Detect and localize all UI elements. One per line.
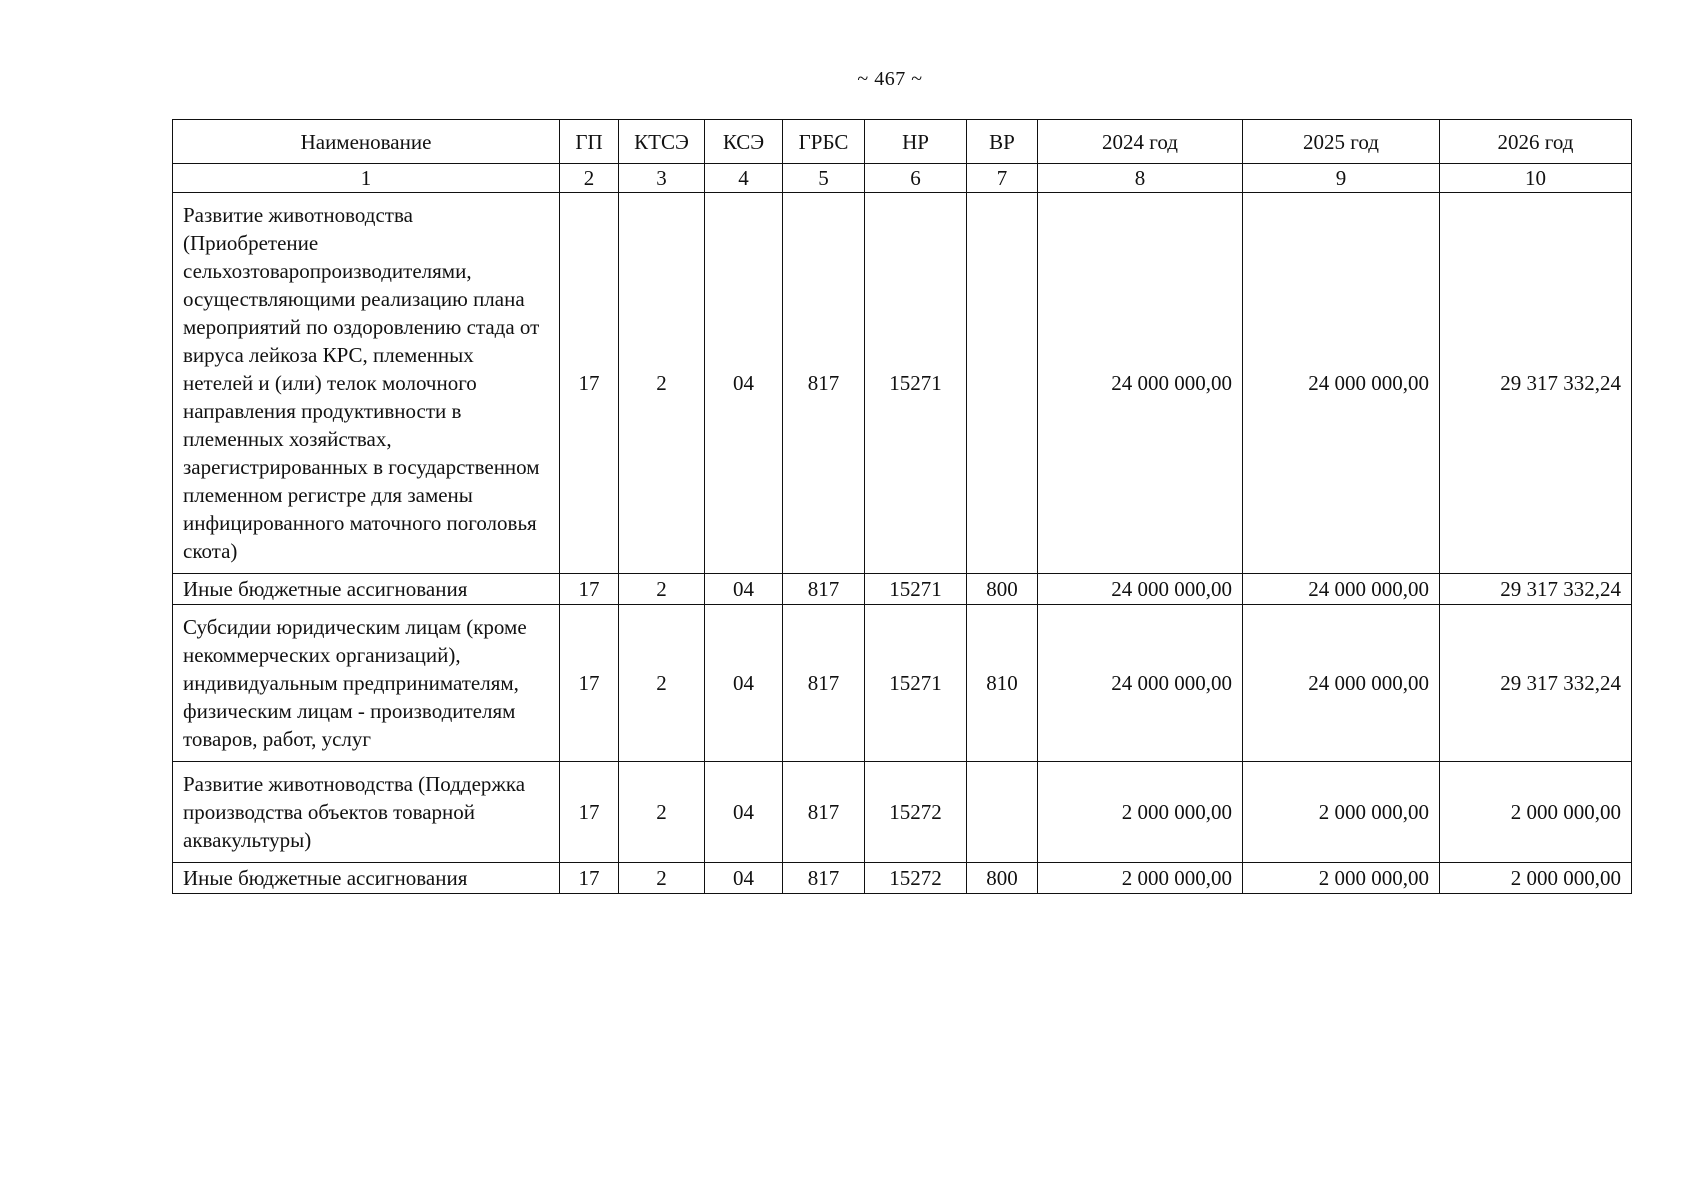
cell-2024: 24 000 000,00 xyxy=(1038,605,1243,762)
column-number: 6 xyxy=(865,164,967,193)
cell-vr: 800 xyxy=(967,863,1038,894)
cell-2025: 24 000 000,00 xyxy=(1243,605,1440,762)
header-kse: КСЭ xyxy=(705,120,783,164)
header-gp: ГП xyxy=(560,120,619,164)
row-name: Субсидии юридическим лицам (кроме некоммерческих организаций), индивидуальным предпринимателям, физическим лицам - производителям товаров, работ, услуг xyxy=(173,605,560,762)
header-ktse: КТСЭ xyxy=(619,120,705,164)
cell-vr: 800 xyxy=(967,574,1038,605)
cell-grbs: 817 xyxy=(783,605,865,762)
column-number: 1 xyxy=(173,164,560,193)
cell-gp: 17 xyxy=(560,193,619,574)
header-2024: 2024 год xyxy=(1038,120,1243,164)
cell-nr: 15272 xyxy=(865,762,967,863)
cell-2025: 24 000 000,00 xyxy=(1243,193,1440,574)
column-number: 4 xyxy=(705,164,783,193)
cell-nr: 15271 xyxy=(865,193,967,574)
cell-nr: 15271 xyxy=(865,605,967,762)
cell-ktse: 2 xyxy=(619,574,705,605)
cell-ktse: 2 xyxy=(619,863,705,894)
cell-2024: 24 000 000,00 xyxy=(1038,193,1243,574)
row-name: Развитие животноводства (Приобретение сельхозтоваропроизводителями, осуществляющими реализацию плана мероприятий по оздоровлению стада от вируса лейкоза КРС, племенных нетелей и (или) телок молочного направления продуктивности в племенных хозяйствах, зарегистрированных в государственном племенном регистре для замены инфицированного маточного поголовья скота) xyxy=(173,193,560,574)
cell-kse: 04 xyxy=(705,574,783,605)
cell-2025: 2 000 000,00 xyxy=(1243,762,1440,863)
table-row xyxy=(173,193,1632,574)
table-row xyxy=(173,863,1632,894)
cell-2024: 24 000 000,00 xyxy=(1038,574,1243,605)
cell-nr: 15271 xyxy=(865,574,967,605)
header-nr: НР xyxy=(865,120,967,164)
cell-ktse: 2 xyxy=(619,605,705,762)
cell-2026: 29 317 332,24 xyxy=(1440,605,1632,762)
header-name: Наименование xyxy=(173,120,560,164)
cell-2026: 29 317 332,24 xyxy=(1440,193,1632,574)
cell-ktse: 2 xyxy=(619,762,705,863)
cell-kse: 04 xyxy=(705,762,783,863)
column-number: 9 xyxy=(1243,164,1440,193)
column-number: 5 xyxy=(783,164,865,193)
cell-vr xyxy=(967,193,1038,574)
cell-2026: 29 317 332,24 xyxy=(1440,574,1632,605)
header-vr: ВР xyxy=(967,120,1038,164)
cell-gp: 17 xyxy=(560,574,619,605)
cell-2024: 2 000 000,00 xyxy=(1038,762,1243,863)
cell-nr: 15272 xyxy=(865,863,967,894)
column-number: 10 xyxy=(1440,164,1632,193)
header-2025: 2025 год xyxy=(1243,120,1440,164)
row-name: Иные бюджетные ассигнования xyxy=(173,574,560,605)
cell-2024: 2 000 000,00 xyxy=(1038,863,1243,894)
row-name: Иные бюджетные ассигнования xyxy=(173,863,560,894)
cell-vr xyxy=(967,762,1038,863)
column-number: 3 xyxy=(619,164,705,193)
cell-gp: 17 xyxy=(560,863,619,894)
cell-2025: 24 000 000,00 xyxy=(1243,574,1440,605)
header-2026: 2026 год xyxy=(1440,120,1632,164)
cell-kse: 04 xyxy=(705,193,783,574)
cell-grbs: 817 xyxy=(783,193,865,574)
cell-gp: 17 xyxy=(560,762,619,863)
column-number-row xyxy=(173,164,1632,193)
page-number: ~ 467 ~ xyxy=(857,68,923,90)
cell-2026: 2 000 000,00 xyxy=(1440,762,1632,863)
row-name: Развитие животноводства (Поддержка производства объектов товарной аквакультуры) xyxy=(173,762,560,863)
cell-gp: 17 xyxy=(560,605,619,762)
column-number: 8 xyxy=(1038,164,1243,193)
cell-vr: 810 xyxy=(967,605,1038,762)
cell-kse: 04 xyxy=(705,605,783,762)
cell-grbs: 817 xyxy=(783,574,865,605)
table-row xyxy=(173,762,1632,863)
cell-2026: 2 000 000,00 xyxy=(1440,863,1632,894)
table-row xyxy=(173,574,1632,605)
cell-2025: 2 000 000,00 xyxy=(1243,863,1440,894)
cell-grbs: 817 xyxy=(783,762,865,863)
cell-grbs: 817 xyxy=(783,863,865,894)
table-row xyxy=(173,605,1632,762)
column-number: 2 xyxy=(560,164,619,193)
column-number: 7 xyxy=(967,164,1038,193)
header-grbs: ГРБС xyxy=(783,120,865,164)
budget-table xyxy=(172,119,1632,894)
cell-ktse: 2 xyxy=(619,193,705,574)
cell-kse: 04 xyxy=(705,863,783,894)
header-row xyxy=(173,120,1632,164)
